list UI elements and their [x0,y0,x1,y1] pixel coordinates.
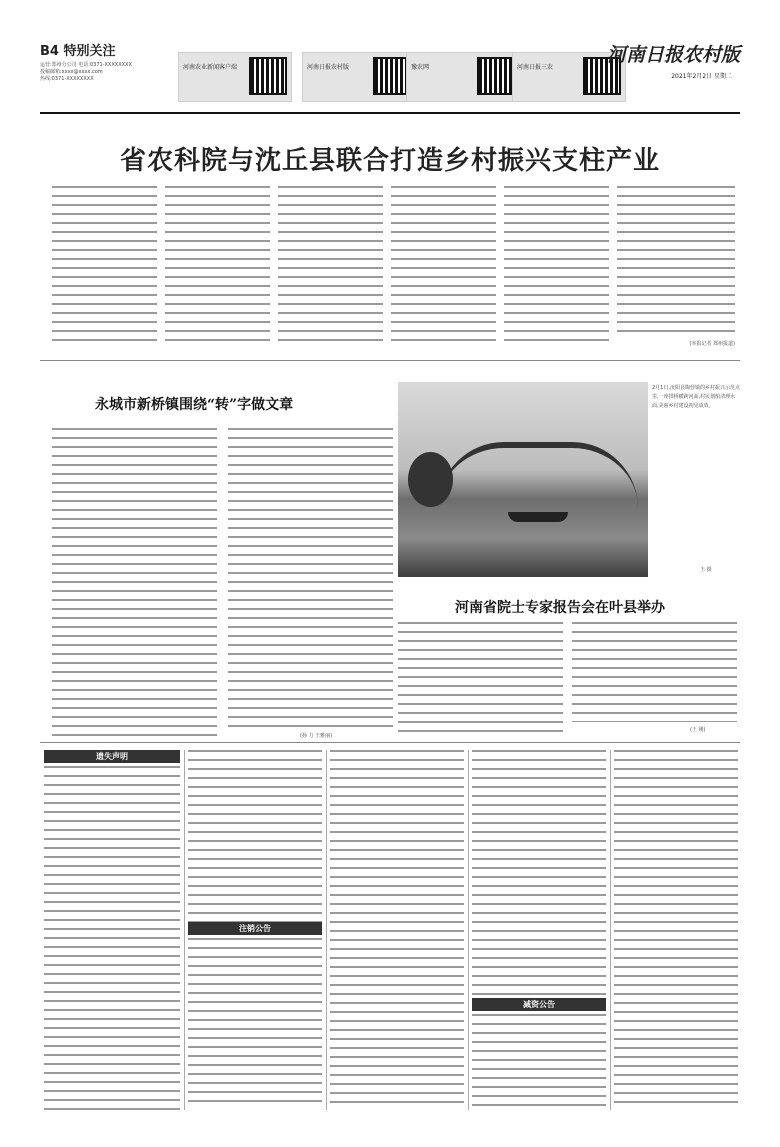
section-rule [40,360,740,361]
notice-heading: 注销公告 [188,922,322,935]
classified-text [472,750,606,998]
section-rule [40,742,740,743]
classified-text [330,750,464,1104]
contact-line: 热线:0371-XXXXXXXX [40,76,94,82]
article-column [278,186,383,346]
qr-code-icon[interactable] [249,57,287,95]
contact-info [40,62,140,83]
news-photo [398,382,648,577]
article-column [228,428,393,728]
column-divider [610,750,611,1110]
main-headline: 省农科院与沈丘县联合打造乡村振兴支柱产业 [119,146,660,176]
qr-label: 豫农网 [411,64,430,71]
article-byline: (孙 力 王雅丽) [300,733,333,739]
qr-block[interactable] [178,52,292,102]
photo-credit: 王 摄 [700,567,712,573]
notice-heading: 减资公告 [472,998,606,1011]
issue-date: 2021年2月2日 星期二 [671,73,732,80]
photo-caption: 2月1日,汝阳县陶营镇的乡村振兴示范点里,一座拱桥横跨河面,村民划船清理水面,美丽乡村建设初见成效。 [652,385,740,409]
classified-text [44,766,180,1116]
article-column [504,186,609,346]
contact-line: 运营:郑州分公司 电话:0371-XXXXXXXX [40,62,132,68]
qr-block[interactable] [406,52,520,102]
contact-line: 投稿邮箱:xxxx@xxxx.com [40,69,103,75]
classified-text [188,750,322,922]
qr-code-icon[interactable] [477,57,515,95]
classified-text [614,750,738,1104]
article-column [52,428,217,736]
article-column [391,186,496,346]
classified-column [330,750,464,1104]
page-header [40,40,740,110]
article-column [617,186,735,336]
masthead: 河南日报农村版 [606,44,740,66]
classified-column [472,750,606,1108]
article-column [165,186,270,346]
classified-column [614,750,738,1104]
bridge-shape [438,442,638,508]
qr-label: 河南日报三农 [517,64,554,71]
column-divider [184,750,185,1110]
column-divider [326,750,327,1110]
article3-headline: 河南省院士专家报告会在叶县举办 [455,600,665,616]
qr-label: 河南农业新闻客户端 [183,64,238,71]
article-column [52,186,157,346]
column-divider [468,750,469,1110]
classified-text [472,1014,606,1108]
classified-column [44,750,180,1116]
page-number: B4 特别关注 [40,44,116,59]
article-byline: (王 刚) [690,727,706,733]
header-rule [40,112,740,114]
classified-text [188,938,322,1108]
article2-headline: 永城市新桥镇围绕“转”字做文章 [95,397,294,413]
article-column [398,622,563,732]
qr-block[interactable] [302,52,416,102]
notice-heading: 遗失声明 [44,750,180,763]
boat-shape [508,512,568,522]
qr-label: 河南日报农村版 [307,64,350,71]
article-column [572,622,737,722]
classified-column [188,750,322,1108]
article-byline: (本报记者 郑州报道) [689,341,735,347]
